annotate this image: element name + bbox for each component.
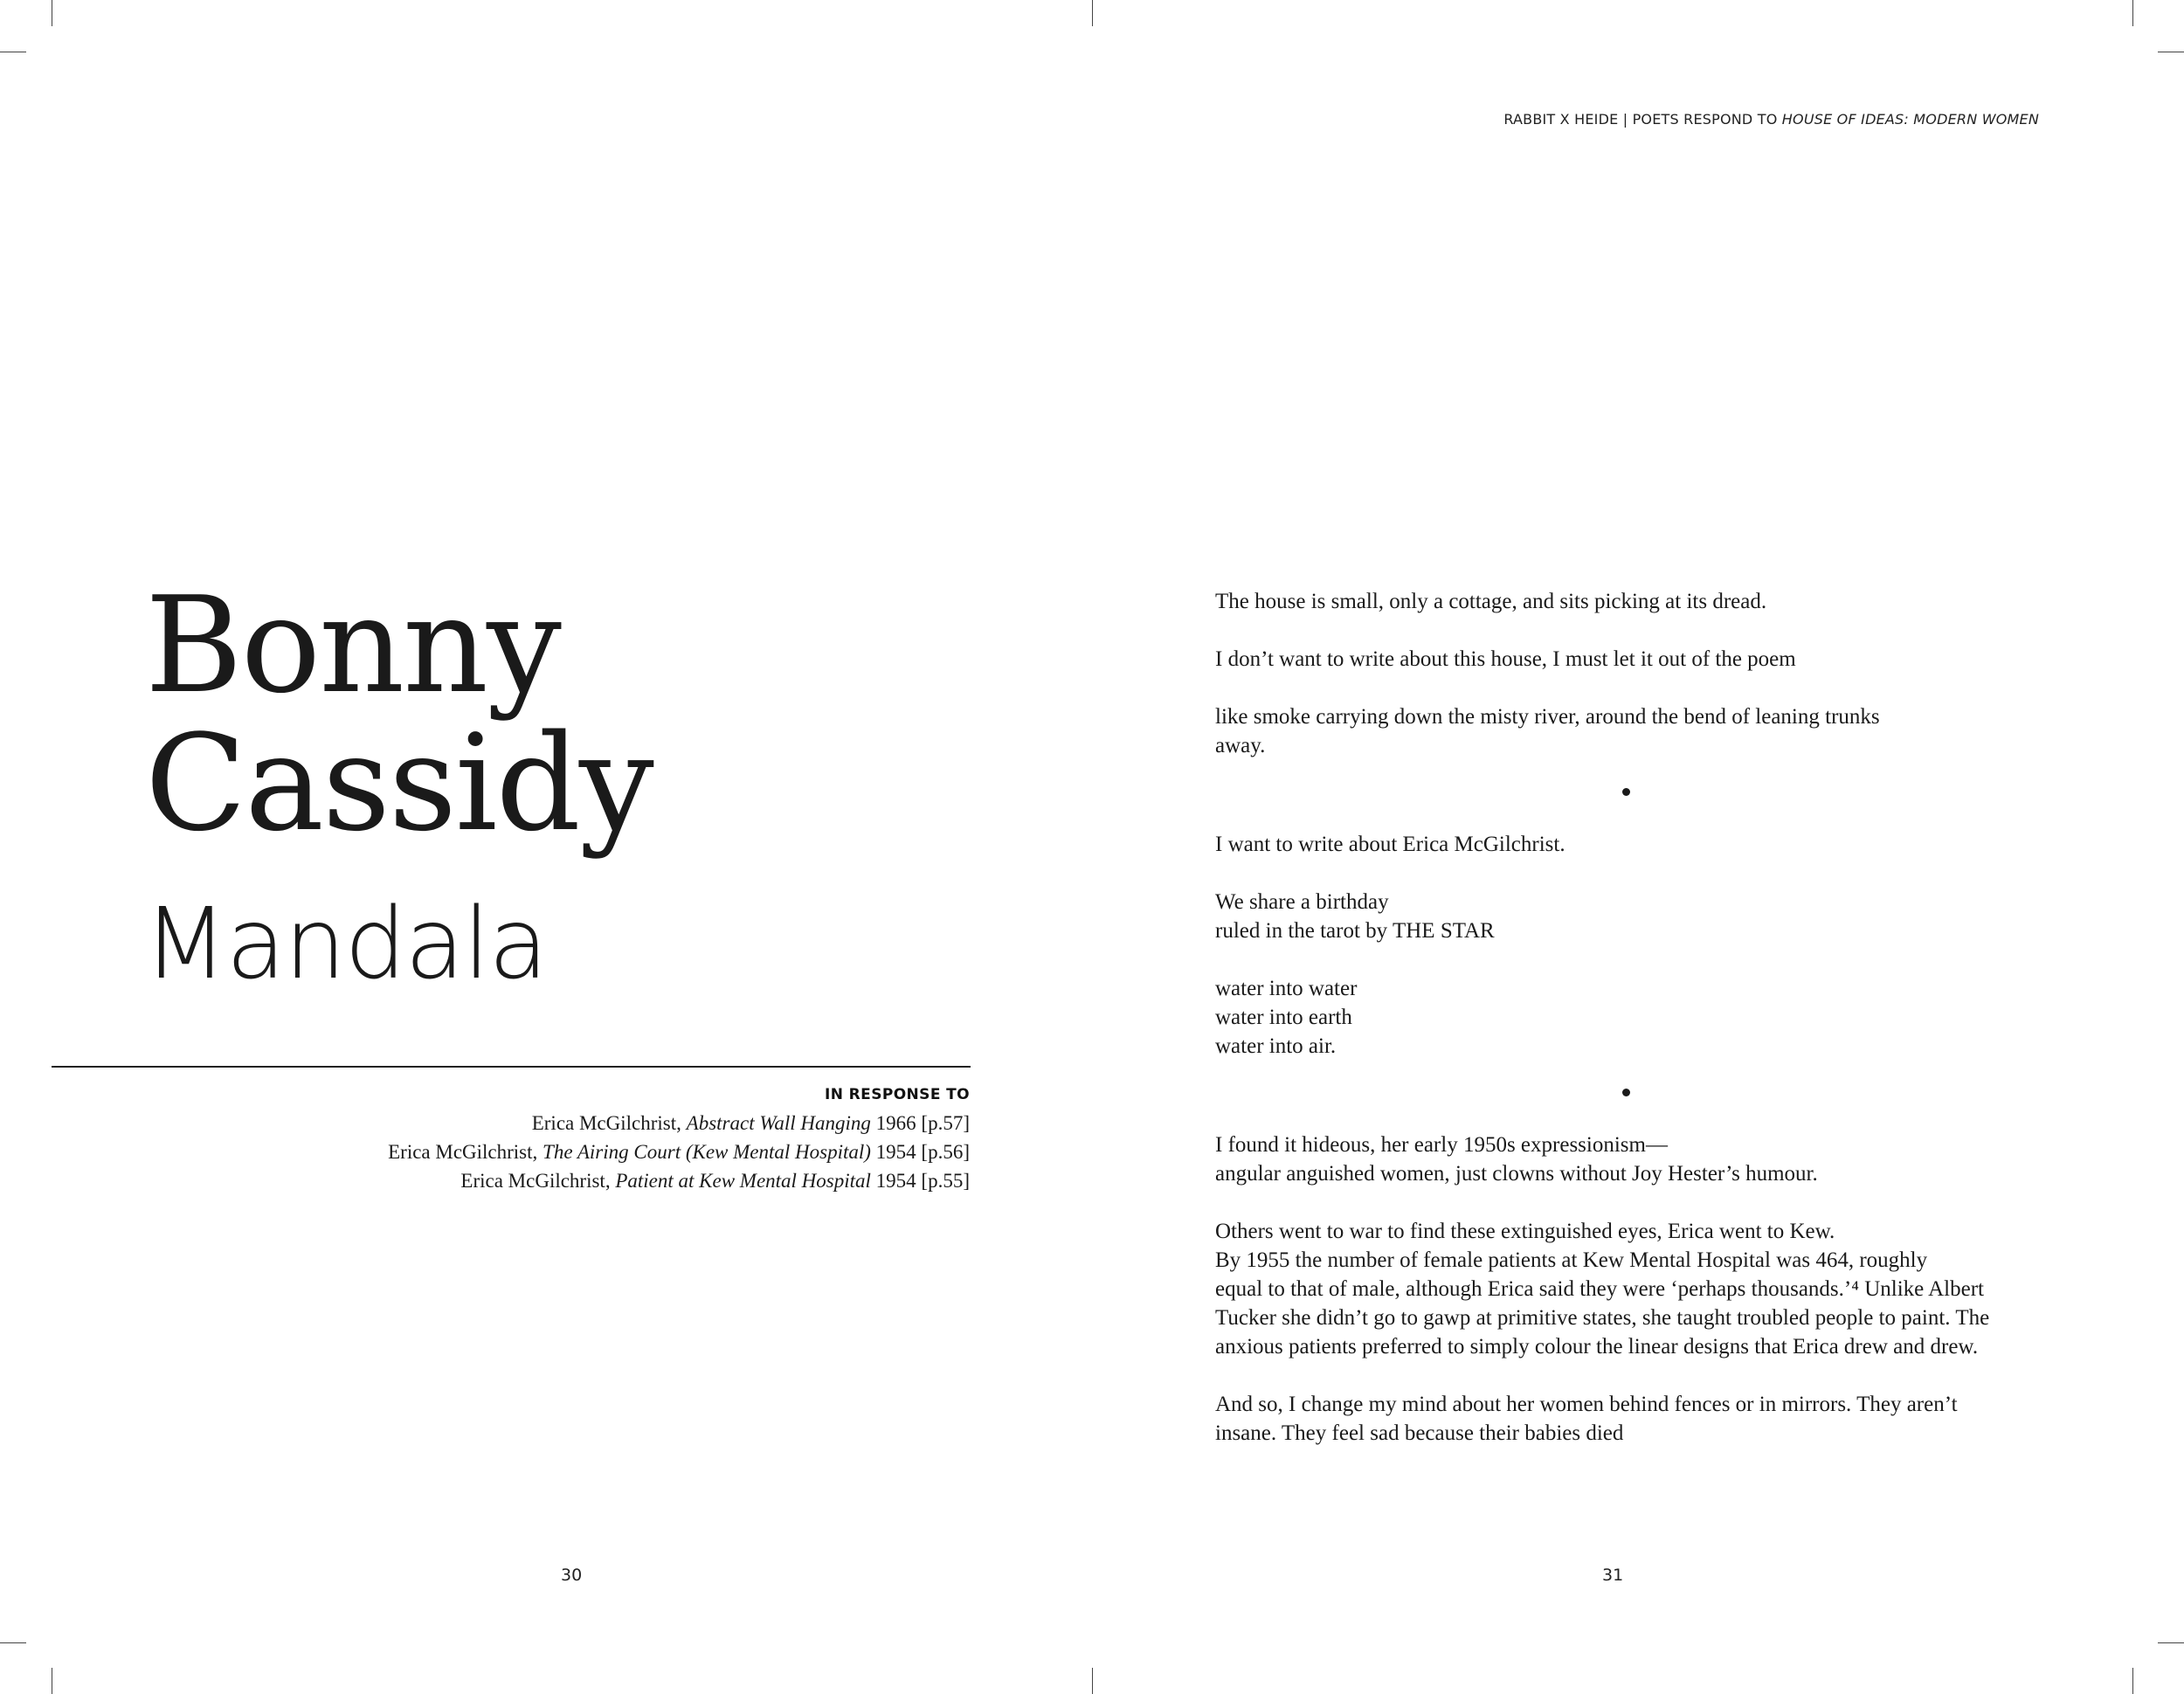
response-item <box>183 1166 970 1195</box>
poem-line: Tucker she didn’t go to gawp at primitive states, she taught troubled people to paint. The <box>1215 1306 1990 1330</box>
stanza <box>1215 1390 2054 1448</box>
response-item <box>183 1137 970 1166</box>
crop-mark <box>1092 0 1093 26</box>
bullet-dot-icon <box>1622 788 1630 796</box>
poem-line: I don’t want to write about this house, I must let it out of the poem <box>1215 647 1796 671</box>
poem-line: By 1955 the number of female patients at Kew Mental Hospital was 464, roughly <box>1215 1248 1928 1272</box>
poem-line: ruled in the tarot by THE STAR <box>1215 919 1495 943</box>
poem-line: Others went to war to find these extinguished eyes, Erica went to Kew. <box>1215 1220 1835 1243</box>
poem-line: We share a birthday <box>1215 890 1389 914</box>
response-details: 1954 [p.55] <box>870 1170 970 1192</box>
response-block <box>183 1086 970 1195</box>
section-divider <box>1215 780 2036 799</box>
poem-line: The house is small, only a cottage, and sits picking at its dread. <box>1215 590 1767 613</box>
crop-mark <box>2158 1642 2184 1643</box>
poem-line: And so, I change my mind about her women behind fences or in mirrors. They aren’t <box>1215 1393 1958 1416</box>
response-label: IN RESPONSE TO <box>825 1086 970 1103</box>
stanza <box>1215 830 2054 859</box>
stanza <box>1215 587 2054 616</box>
author-first-name: Bonny <box>145 568 560 723</box>
crop-mark <box>2132 0 2133 26</box>
response-details: 1966 [p.57] <box>870 1112 970 1134</box>
poem-line: I found it hideous, her early 1950s expressionism— <box>1215 1133 1668 1157</box>
poem-line: like smoke carrying down the misty river, around the bend of leaning trunks <box>1215 705 1880 729</box>
poem-line: insane. They feel sad because their babies died <box>1215 1421 1624 1445</box>
response-artist: Erica McGilchrist, <box>388 1141 543 1163</box>
response-artist: Erica McGilchrist, <box>531 1112 687 1134</box>
poem-line: angular anguished women, just clowns without Joy Hester’s humour. <box>1215 1162 1818 1186</box>
response-artist: Erica McGilchrist, <box>460 1170 616 1192</box>
poem-line: water into water <box>1215 977 1358 1000</box>
author-name <box>145 568 653 861</box>
stanza <box>1215 974 2054 1061</box>
crop-mark <box>0 1642 26 1643</box>
stanza <box>1215 645 2054 674</box>
poem-line: equal to that of male, although Erica said they were ‘perhaps thousands.’⁴ Unlike Albert <box>1215 1277 1984 1301</box>
title-rule <box>52 1066 971 1068</box>
stanza <box>1215 1217 2054 1361</box>
page-number-right: 31 <box>1602 1566 1624 1585</box>
poem-title: Mandala <box>143 888 547 1001</box>
poem-line: away. <box>1215 734 1266 757</box>
response-work: Abstract Wall Hanging <box>686 1112 871 1134</box>
response-item <box>183 1109 970 1137</box>
crop-mark <box>2132 1668 2133 1694</box>
bullet-dot-icon <box>1622 1089 1630 1096</box>
response-work: The Airing Court (Kew Mental Hospital) <box>543 1141 871 1163</box>
running-header-prefix: RABBIT X HEIDE | POETS RESPOND TO <box>1503 111 1782 128</box>
stanza <box>1215 888 2054 945</box>
poem-line: water into air. <box>1215 1034 1337 1058</box>
section-divider <box>1215 1081 2036 1100</box>
response-work: Patient at Kew Mental Hospital <box>615 1170 871 1192</box>
running-header-italic: HOUSE OF IDEAS: MODERN WOMEN <box>1781 111 2039 128</box>
response-details: 1954 [p.56] <box>870 1141 970 1163</box>
author-last-name: Cassidy <box>145 706 653 861</box>
poem-line: anxious patients preferred to simply colour the linear designs that Erica drew and drew. <box>1215 1335 1979 1359</box>
stanza <box>1215 1130 2054 1188</box>
poem-line: I want to write about Erica McGilchrist. <box>1215 833 1565 856</box>
crop-mark <box>1092 1668 1093 1694</box>
running-header <box>1503 111 2039 128</box>
stanza <box>1215 702 2054 760</box>
poem-line: water into earth <box>1215 1006 1352 1029</box>
page-number-left: 30 <box>561 1566 583 1585</box>
poem-body <box>1215 587 2054 1476</box>
